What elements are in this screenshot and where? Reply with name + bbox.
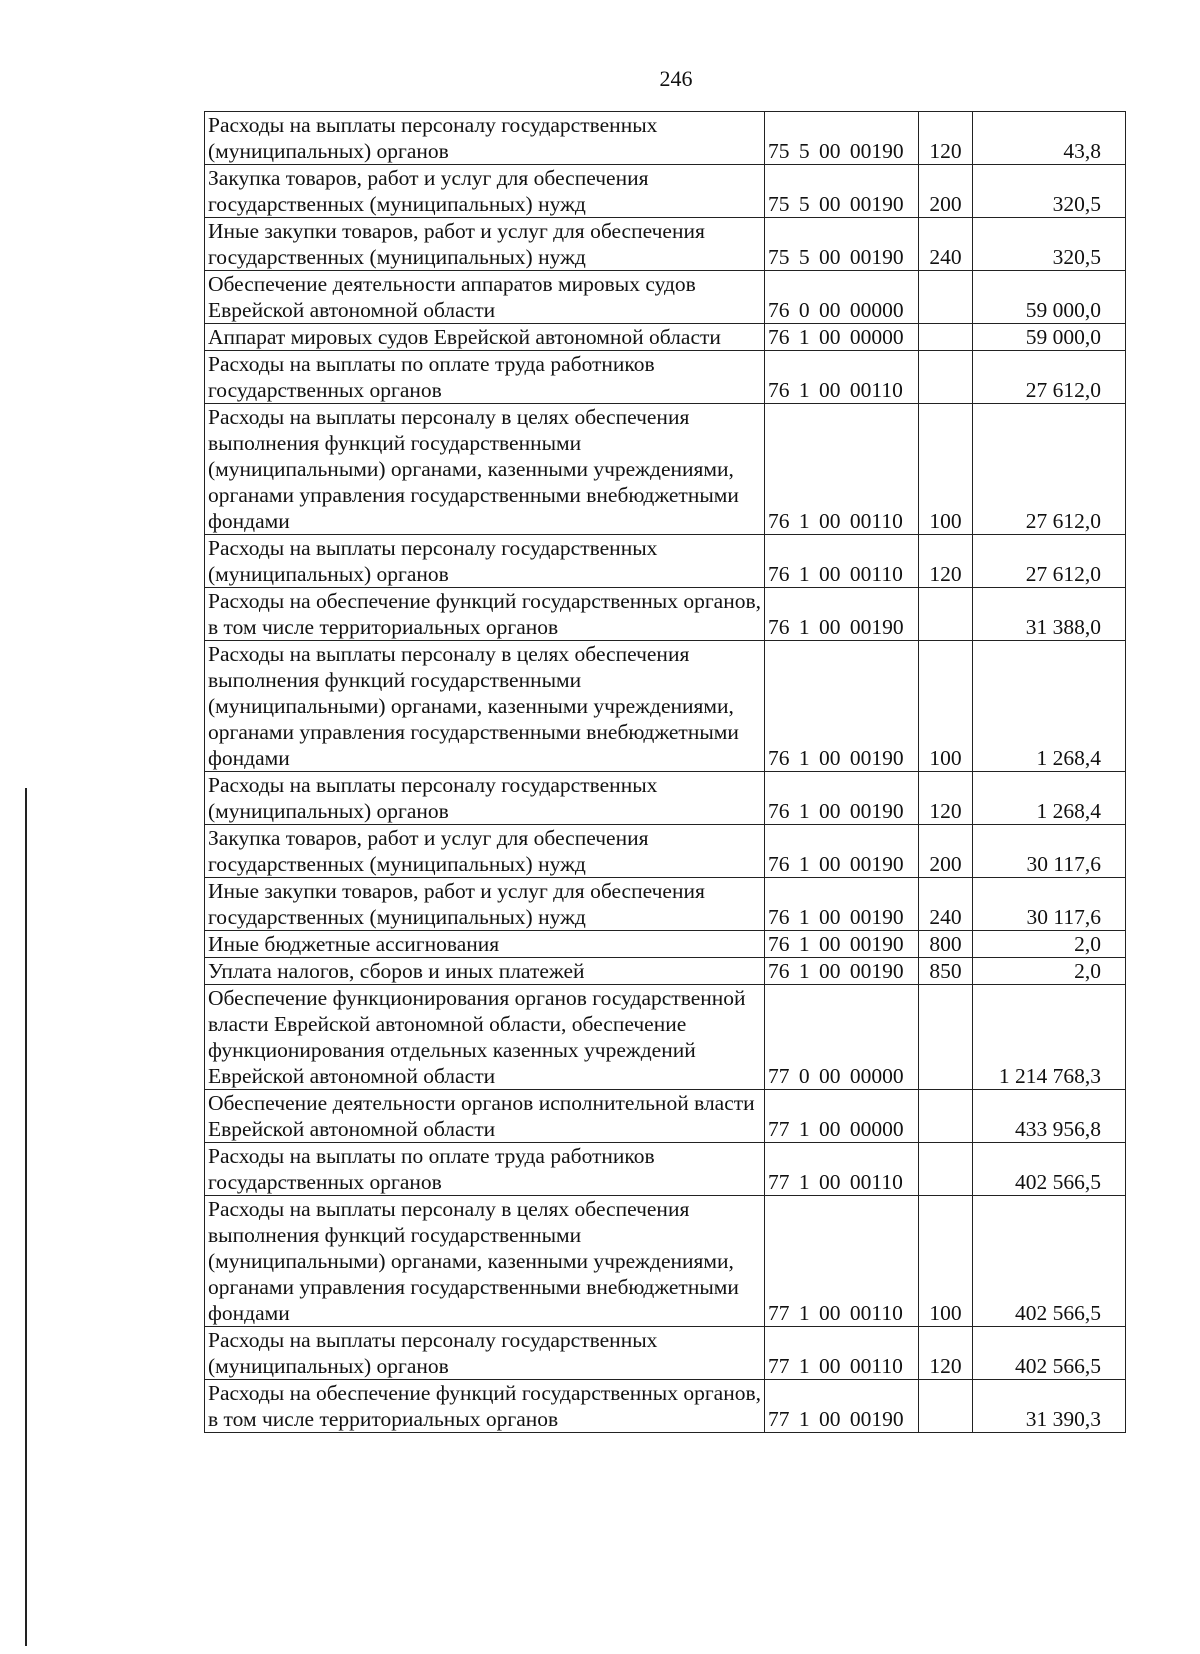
expense-type-cell: [919, 588, 973, 641]
amount-cell: 320,5: [973, 165, 1126, 218]
amount-cell: 30 117,6: [973, 878, 1126, 931]
expense-name-cell: Иные бюджетные ассигнования: [205, 931, 765, 958]
amount-cell: 27 612,0: [973, 535, 1126, 588]
target-article-code-cell: 75 5 00 00190: [765, 112, 919, 165]
expense-type-cell: 240: [919, 878, 973, 931]
expense-name-cell: Расходы на обеспечение функций государственных органов, в том числе территориальных органов: [205, 588, 765, 641]
expense-name-cell: Обеспечение деятельности аппаратов мировых судов Еврейской автономной области: [205, 271, 765, 324]
expense-type-cell: 850: [919, 958, 973, 985]
expense-name-cell: Расходы на выплаты по оплате труда работников государственных органов: [205, 1143, 765, 1196]
margin-line: [25, 788, 27, 1646]
expense-name-cell: Расходы на выплаты персоналу государственных (муниципальных) органов: [205, 112, 765, 165]
expense-type-cell: 120: [919, 1327, 973, 1380]
table-row: [205, 351, 1126, 404]
expense-type-cell: [919, 1380, 973, 1433]
target-article-code-cell: 76 0 00 00000: [765, 271, 919, 324]
amount-cell: 31 390,3: [973, 1380, 1126, 1433]
table-row: [205, 1143, 1126, 1196]
amount-cell: 320,5: [973, 218, 1126, 271]
target-article-code-cell: 77 1 00 00110: [765, 1196, 919, 1327]
expense-type-cell: 200: [919, 165, 973, 218]
amount-cell: 2,0: [973, 958, 1126, 985]
amount-cell: 31 388,0: [973, 588, 1126, 641]
expense-type-cell: [919, 985, 973, 1090]
table-row: [205, 825, 1126, 878]
target-article-code-cell: 76 1 00 00190: [765, 825, 919, 878]
table-row: [205, 218, 1126, 271]
target-article-code-cell: 77 1 00 00000: [765, 1090, 919, 1143]
target-article-code-cell: 75 5 00 00190: [765, 218, 919, 271]
target-article-code-cell: 76 1 00 00000: [765, 324, 919, 351]
target-article-code-cell: 76 1 00 00110: [765, 351, 919, 404]
expense-name-cell: Закупка товаров, работ и услуг для обеспечения государственных (муниципальных) нужд: [205, 165, 765, 218]
expense-name-cell: Аппарат мировых судов Еврейской автономной области: [205, 324, 765, 351]
expense-type-cell: 120: [919, 535, 973, 588]
expense-name-cell: Обеспечение функционирования органов государственной власти Еврейской автономной области, обеспечение функционирования отдельных казенных учреждений Еврейской автономной области: [205, 985, 765, 1090]
expense-type-cell: [919, 1143, 973, 1196]
target-article-code-cell: 76 1 00 00190: [765, 958, 919, 985]
expense-type-cell: 200: [919, 825, 973, 878]
amount-cell: 402 566,5: [973, 1327, 1126, 1380]
target-article-code-cell: 76 1 00 00190: [765, 641, 919, 772]
table-row: [205, 165, 1126, 218]
table-row: [205, 958, 1126, 985]
expense-name-cell: Расходы на выплаты персоналу в целях обеспечения выполнения функций государственными (муниципальными) органами, казенными учреждениями, органами управления государственными внебюджетными фондами: [205, 404, 765, 535]
expense-type-cell: [919, 271, 973, 324]
table-row: [205, 271, 1126, 324]
amount-cell: 1 268,4: [973, 641, 1126, 772]
amount-cell: 1 268,4: [973, 772, 1126, 825]
amount-cell: 43,8: [973, 112, 1126, 165]
expense-type-cell: 100: [919, 404, 973, 535]
expense-name-cell: Уплата налогов, сборов и иных платежей: [205, 958, 765, 985]
expense-name-cell: Расходы на выплаты по оплате труда работников государственных органов: [205, 351, 765, 404]
expense-name-cell: Расходы на обеспечение функций государственных органов, в том числе территориальных органов: [205, 1380, 765, 1433]
expense-name-cell: Расходы на выплаты персоналу государственных (муниципальных) органов: [205, 772, 765, 825]
target-article-code-cell: 76 1 00 00110: [765, 535, 919, 588]
expense-name-cell: Обеспечение деятельности органов исполнительной власти Еврейской автономной области: [205, 1090, 765, 1143]
expense-name-cell: Закупка товаров, работ и услуг для обеспечения государственных (муниципальных) нужд: [205, 825, 765, 878]
expense-type-cell: [919, 1090, 973, 1143]
expense-name-cell: Расходы на выплаты персоналу в целях обеспечения выполнения функций государственными (муниципальными) органами, казенными учреждениями, органами управления государственными внебюджетными фондами: [205, 1196, 765, 1327]
target-article-code-cell: 76 1 00 00190: [765, 878, 919, 931]
table-row: [205, 1196, 1126, 1327]
target-article-code-cell: 77 1 00 00110: [765, 1327, 919, 1380]
amount-cell: 30 117,6: [973, 825, 1126, 878]
table-row: [205, 772, 1126, 825]
amount-cell: 1 214 768,3: [973, 985, 1126, 1090]
amount-cell: 59 000,0: [973, 324, 1126, 351]
page-number: 246: [659, 66, 693, 91]
table-row: [205, 931, 1126, 958]
table-row: [205, 1380, 1126, 1433]
expense-type-cell: [919, 324, 973, 351]
expense-type-cell: 800: [919, 931, 973, 958]
target-article-code-cell: 77 1 00 00190: [765, 1380, 919, 1433]
table-row: [205, 985, 1126, 1090]
amount-cell: 59 000,0: [973, 271, 1126, 324]
amount-cell: 2,0: [973, 931, 1126, 958]
expense-type-cell: 100: [919, 1196, 973, 1327]
target-article-code-cell: 77 0 00 00000: [765, 985, 919, 1090]
table-row: [205, 1090, 1126, 1143]
expense-type-cell: 120: [919, 112, 973, 165]
budget-table-body: [205, 112, 1126, 1433]
table-row: [205, 112, 1126, 165]
amount-cell: 27 612,0: [973, 404, 1126, 535]
expense-name-cell: Расходы на выплаты персоналу государственных (муниципальных) органов: [205, 535, 765, 588]
table-row: [205, 324, 1126, 351]
table-row: [205, 588, 1126, 641]
expense-type-cell: 120: [919, 772, 973, 825]
target-article-code-cell: 76 1 00 00190: [765, 588, 919, 641]
expense-type-cell: 240: [919, 218, 973, 271]
target-article-code-cell: 75 5 00 00190: [765, 165, 919, 218]
amount-cell: 402 566,5: [973, 1196, 1126, 1327]
table-row: [205, 535, 1126, 588]
target-article-code-cell: 76 1 00 00190: [765, 772, 919, 825]
amount-cell: 402 566,5: [973, 1143, 1126, 1196]
target-article-code-cell: 76 1 00 00110: [765, 404, 919, 535]
expense-type-cell: 100: [919, 641, 973, 772]
expense-name-cell: Расходы на выплаты персоналу в целях обеспечения выполнения функций государственными (муниципальными) органами, казенными учреждениями, органами управления государственными внебюджетными фондами: [205, 641, 765, 772]
target-article-code-cell: 76 1 00 00190: [765, 931, 919, 958]
amount-cell: 27 612,0: [973, 351, 1126, 404]
table-row: [205, 641, 1126, 772]
expense-type-cell: [919, 351, 973, 404]
expense-name-cell: Иные закупки товаров, работ и услуг для обеспечения государственных (муниципальных) нужд: [205, 218, 765, 271]
table-row: [205, 878, 1126, 931]
budget-table: [204, 111, 1126, 1433]
amount-cell: 433 956,8: [973, 1090, 1126, 1143]
table-row: [205, 404, 1126, 535]
table-row: [205, 1327, 1126, 1380]
expense-name-cell: Иные закупки товаров, работ и услуг для обеспечения государственных (муниципальных) нужд: [205, 878, 765, 931]
expense-name-cell: Расходы на выплаты персоналу государственных (муниципальных) органов: [205, 1327, 765, 1380]
target-article-code-cell: 77 1 00 00110: [765, 1143, 919, 1196]
